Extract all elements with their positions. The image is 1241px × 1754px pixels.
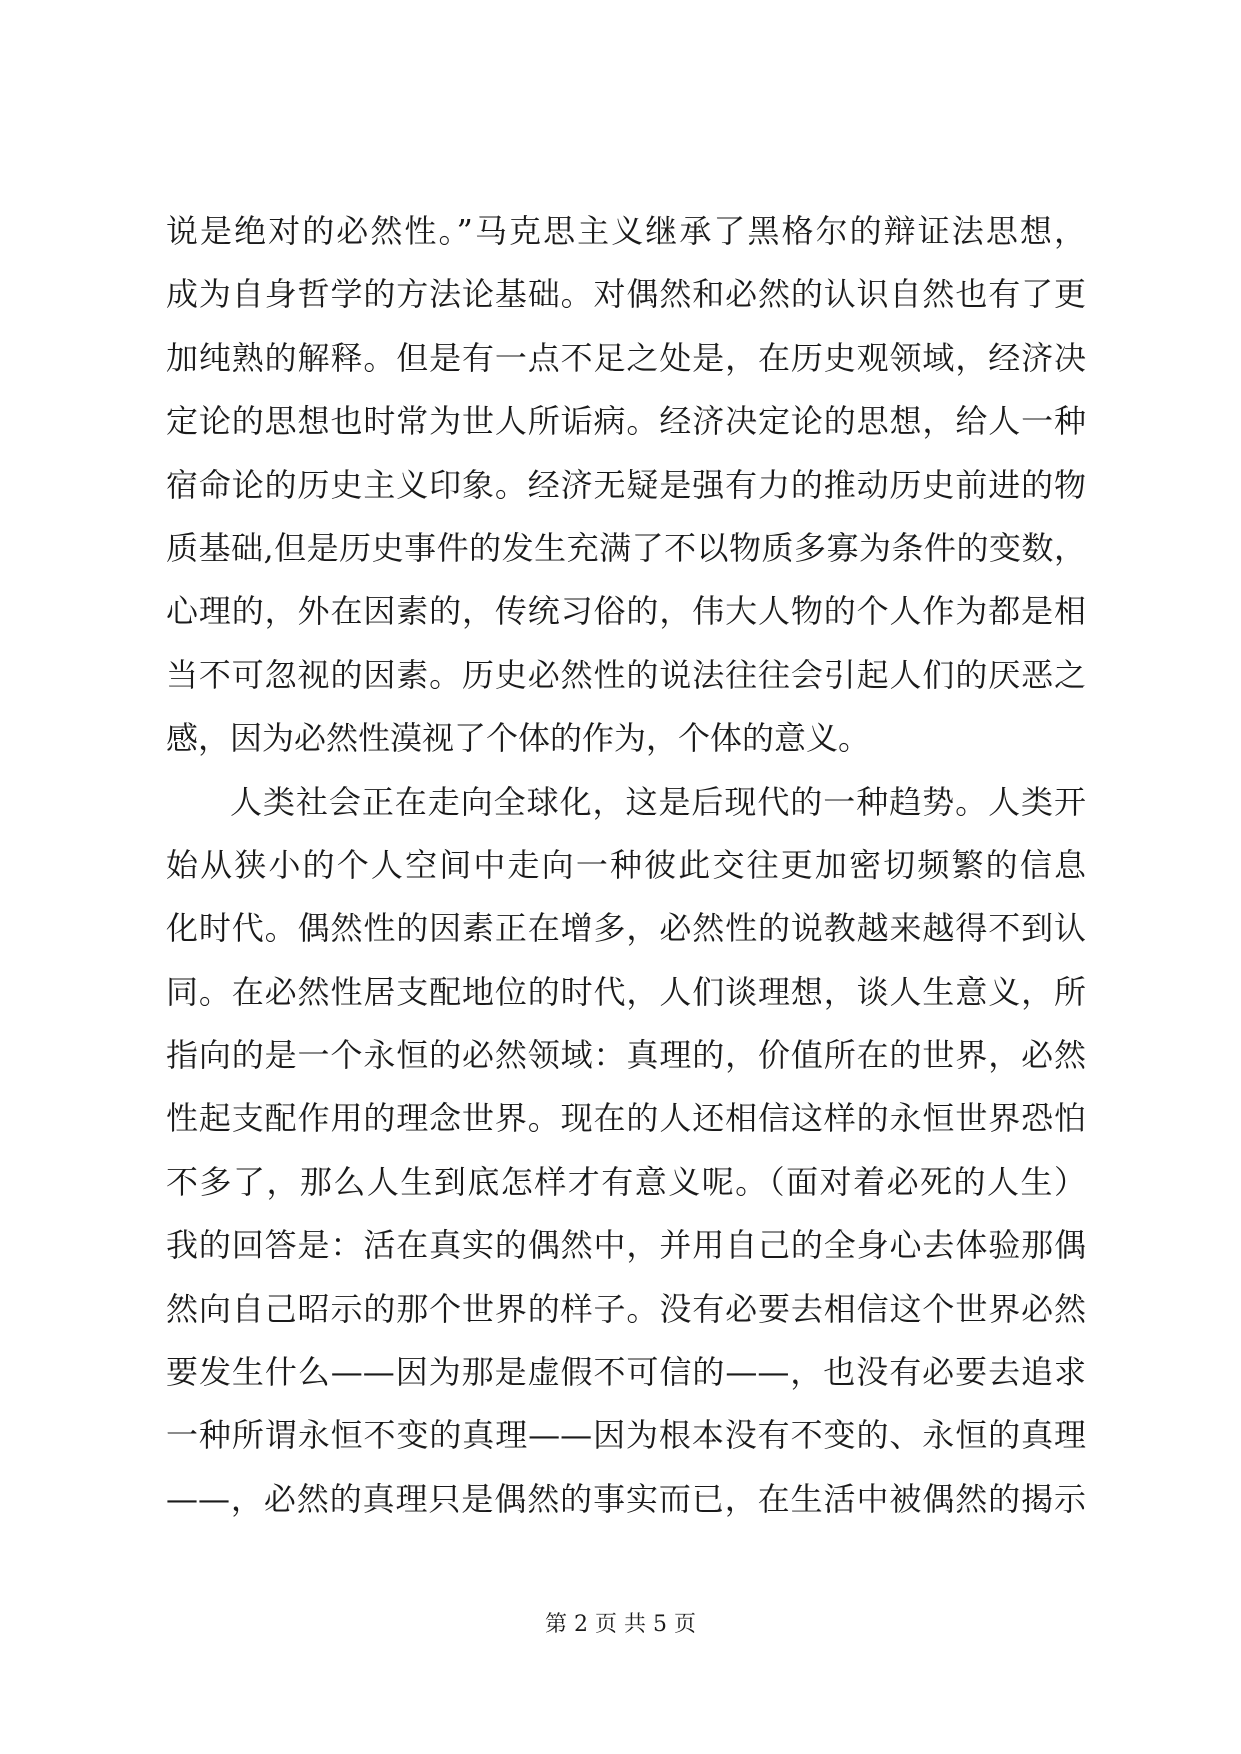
text-line: 我的回答是：活在真实的偶然中，并用自己的全身心去体验那偶 bbox=[166, 1226, 1086, 1265]
text-line: 定论的思想也时常为世人所诟病。经济决定论的思想，给人一种 bbox=[166, 402, 1086, 441]
text-line: 要发生什么——因为那是虚假不可信的——，也没有必要去追求 bbox=[166, 1353, 1086, 1392]
text-line: 不多了，那么人生到底怎样才有意义呢。（面对着必死的人生） bbox=[166, 1162, 1086, 1201]
text-line: 一种所谓永恒不变的真理——因为根本没有不变的、永恒的真理 bbox=[166, 1416, 1086, 1455]
text-line: 当不可忽视的因素。历史必然性的说法往往会引起人们的厌恶之 bbox=[166, 655, 1086, 694]
text-line: 心理的，外在因素的，传统习俗的，伟大人物的个人作为都是相 bbox=[166, 592, 1086, 631]
text-line: ——，必然的真理只是偶然的事实而已，在生活中被偶然的揭示 bbox=[166, 1479, 1086, 1518]
text-line: 然向自己昭示的那个世界的样子。没有必要去相信这个世界必然 bbox=[166, 1289, 1086, 1328]
text-line: 感，因为必然性漠视了个体的作为，个体的意义。 bbox=[166, 719, 871, 758]
text-line: 加纯熟的解释。但是有一点不足之处是，在历史观领域，经济决 bbox=[166, 338, 1086, 377]
body-text bbox=[166, 200, 1086, 1531]
text-line: 说是绝对的必然性。”马克思主义继承了黑格尔的辩证法思想， bbox=[166, 212, 1086, 250]
text-line: 质基础,但是历史事件的发生充满了不以物质多寡为条件的变数， bbox=[166, 528, 1086, 567]
text-line: 性起支配作用的理念世界。现在的人还相信这样的永恒世界恐怕 bbox=[166, 1099, 1086, 1138]
text-line: 始从狭小的个人空间中走向一种彼此交往更加密切频繁的信息 bbox=[166, 845, 1086, 884]
text-line: 同。在必然性居支配地位的时代，人们谈理想，谈人生意义，所 bbox=[166, 972, 1086, 1011]
text-line: 指向的是一个永恒的必然领域：真理的，价值所在的世界，必然 bbox=[166, 1036, 1086, 1075]
text-line: 成为自身哲学的方法论基础。对偶然和必然的认识自然也有了更 bbox=[166, 275, 1086, 314]
page-footer bbox=[0, 1610, 1241, 1640]
paragraph-first-line: 人类社会正在走向全球化，这是后现代的一种趋势。人类开 bbox=[230, 782, 1086, 821]
text-line: 宿命论的历史主义印象。经济无疑是强有力的推动历史前进的物 bbox=[166, 465, 1086, 504]
text-line: 化时代。偶然性的因素正在增多，必然性的说教越来越得不到认 bbox=[166, 909, 1086, 948]
page-number: 第 2 页 共 5 页 bbox=[545, 1612, 696, 1637]
